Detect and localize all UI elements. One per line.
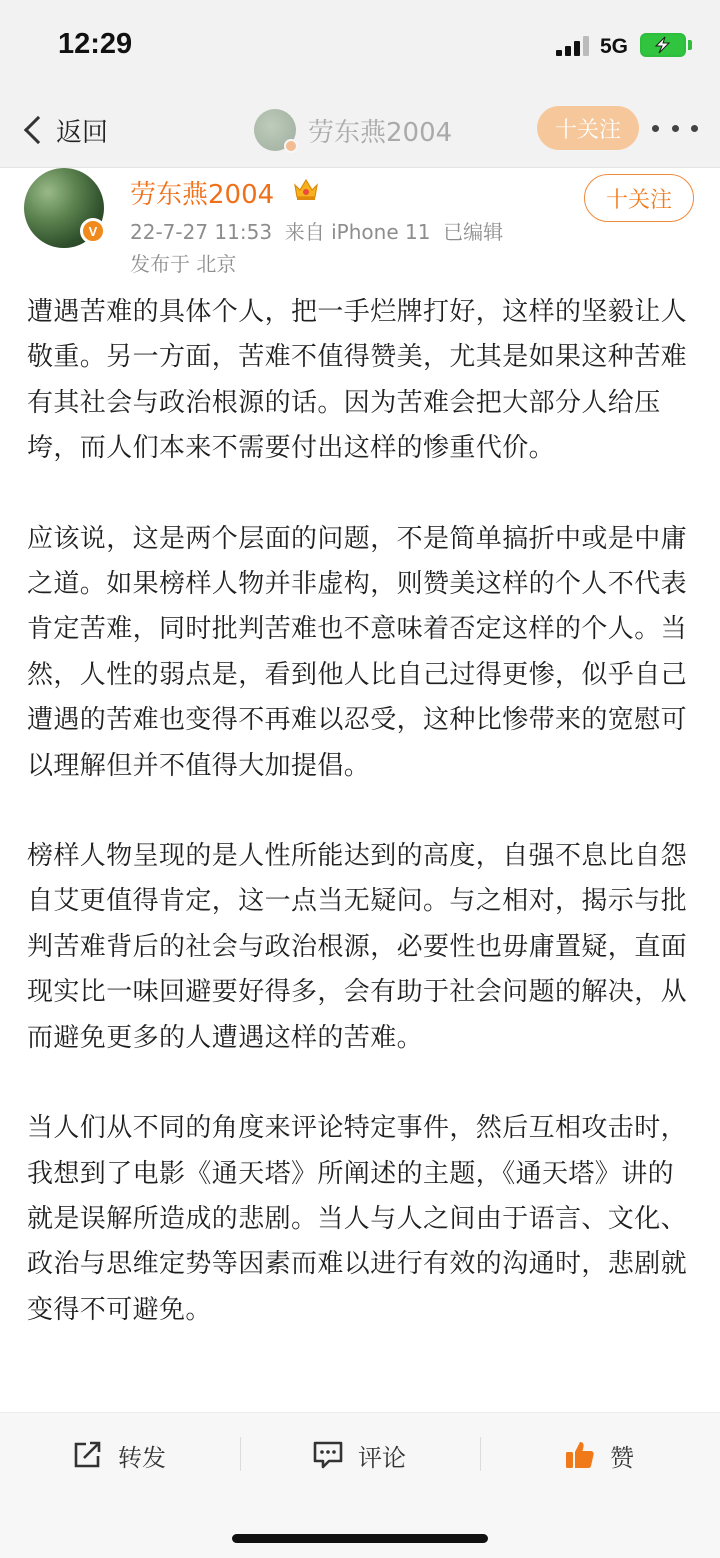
back-button[interactable] bbox=[18, 108, 108, 152]
article-body bbox=[27, 290, 697, 1378]
network-type: 5G bbox=[600, 35, 629, 58]
article-paragraph: 应该说，这是两个层面的问题，不是简单搞折中或是中庸之道。如果榜样人物并非虚构，则赞美这样的个人不代表肯定苦难，同时批判苦难也不意味着否定这样的个人。当然，人性的弱点是，看到他人比自己过得更惨，似乎自己遭遇的苦难也变得不再难以忍受，这种比惨带来的宽慰可以理解但并不值得大加提倡。 bbox=[27, 523, 688, 781]
chevron-left-icon bbox=[24, 116, 52, 144]
nav-bar bbox=[0, 92, 720, 168]
comment-label: 评论 bbox=[358, 1443, 406, 1472]
signal-icon bbox=[556, 36, 592, 56]
nav-follow-button[interactable]: 十关注 bbox=[537, 106, 639, 150]
repost-icon bbox=[72, 1440, 104, 1470]
battery-tip bbox=[688, 40, 692, 50]
verified-badge: V bbox=[80, 218, 106, 244]
battery-icon bbox=[640, 33, 686, 57]
crown-icon bbox=[292, 176, 320, 202]
thumbs-up-icon bbox=[564, 1439, 596, 1471]
status-time: 12:29 bbox=[58, 28, 133, 60]
verified-badge-icon bbox=[284, 139, 298, 153]
comment-icon bbox=[312, 1440, 344, 1470]
comment-button[interactable] bbox=[312, 1433, 406, 1477]
follow-button[interactable]: 十关注 bbox=[584, 174, 694, 222]
article-paragraph: 榜样人物呈现的是人性所能达到的高度，自强不息比自怨自艾更值得肯定，这一点当无疑问。与之相对，揭示与批判苦难背后的社会与政治根源，必要性也毋庸置疑，直面现实比一味回避要好得多，会有助于社会问题的解决，从而避免更多的人遭遇这样的苦难。 bbox=[27, 841, 688, 1053]
nav-title-text: 劳东燕2004 bbox=[308, 117, 453, 148]
post-location: 发布于 北京 bbox=[130, 252, 237, 276]
repost-label: 转发 bbox=[118, 1443, 166, 1472]
nav-avatar bbox=[254, 109, 296, 151]
nav-title bbox=[254, 106, 452, 154]
article-paragraph: 遭遇苦难的具体个人，把一手烂牌打好，这样的坚毅让人敬重。另一方面，苦难不值得赞美，尤其是如果这种苦难有其社会与政治根源的话。因为苦难会把大部分人给压垮，而人们本来不需要付出这样的惨重代价。 bbox=[27, 297, 688, 464]
status-bar bbox=[0, 0, 720, 92]
repost-button[interactable] bbox=[72, 1433, 166, 1477]
author-header bbox=[0, 168, 720, 280]
back-label: 返回 bbox=[56, 117, 109, 148]
post-meta: 22-7-27 11:53 来自 iPhone 11 已编辑 bbox=[130, 220, 504, 244]
author-name[interactable]: 劳东燕2004 bbox=[130, 180, 275, 210]
home-indicator bbox=[232, 1534, 488, 1543]
divider bbox=[480, 1437, 481, 1471]
like-label: 赞 bbox=[610, 1443, 634, 1472]
more-icon[interactable] bbox=[652, 118, 698, 138]
article-paragraph: 当人们从不同的角度来评论特定事件，然后互相攻击时，我想到了电影《通天塔》所阐述的主题，《通天塔》讲的就是误解所造成的悲剧。当人与人之间由于语言、文化、政治与思维定势等因素而难以进行有效的沟通时，悲剧就变得不可避免。 bbox=[27, 1113, 688, 1325]
like-button[interactable] bbox=[564, 1433, 634, 1477]
divider bbox=[240, 1437, 241, 1471]
